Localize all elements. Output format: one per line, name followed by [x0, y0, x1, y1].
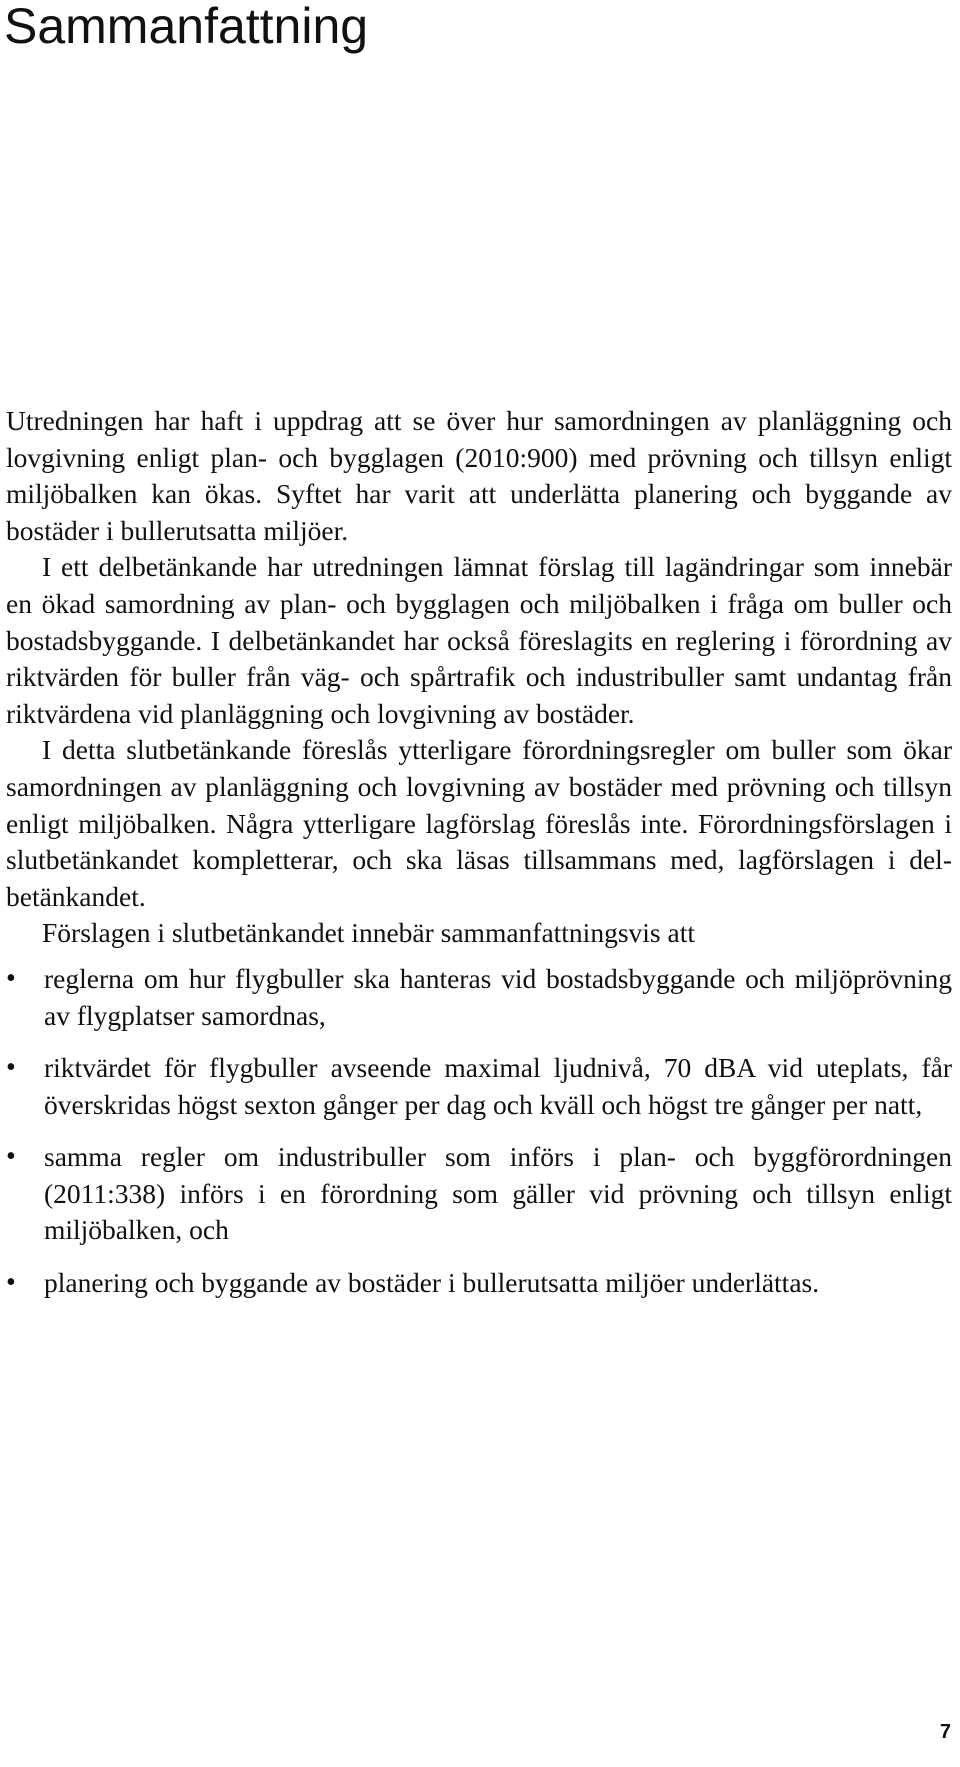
- list-item: [6, 1139, 952, 1249]
- paragraph-proposals-lead: Förslagen i slutbetänkandet innebär sammanfattningsvis att: [42, 917, 695, 949]
- list-item-text: samma regler om industribuller som införs i plan- och byggförordningen (2011:338) införs i en förordning som gäller vid prövning och tillsyn enligt miljöbalken, och: [44, 1141, 952, 1246]
- list-item: [6, 961, 952, 1034]
- list-item-text: reglerna om hur flygbuller ska hanteras vid bostadsbyggande och miljöprövning av flygplatser samordnas,: [44, 962, 952, 1031]
- proposal-list: [6, 961, 952, 1302]
- paragraph-interim-report: I ett delbetänkande har utredningen lämnat förslag till lagändringar som innebär en ökad samordning av plan- och bygglagen och miljöbalken i fråga om buller och bostadsbyggande. I delbetänkandet har också föreslagits en reglering i förordning av riktvärden för buller från väg- och spårtrafik och industribuller samt undantag från riktvärdena vid planläggning och lovgivning av bostäder.: [6, 551, 952, 729]
- paragraph-intro: Utredningen har haft i uppdrag att se över hur samordningen av planläggning och lovgivning enligt plan- och bygglagen (2010:900) med prövning och tillsyn enligt miljöbalken kan ökas. Syftet har varit att underlätta planering och byggande av bostäder i bullerutsatta miljöer.: [6, 405, 952, 546]
- list-item: [6, 1265, 952, 1302]
- bullet-icon: •: [6, 1052, 16, 1084]
- list-item: [6, 1050, 952, 1123]
- list-item-text: planering och byggande av bostäder i bullerutsatta miljöer underlättas.: [44, 1267, 820, 1299]
- bullet-icon: •: [6, 1141, 16, 1173]
- bullet-icon: •: [6, 1267, 16, 1299]
- page-title: Sammanfattning: [4, 0, 369, 54]
- paragraph-final-report: I detta slutbetänkande föreslås ytterligare förordningsregler om buller som ökar samordningen av planläggning och lovgivning av bostäder med prövning och tillsyn enligt miljöbalken. Några ytterligare lagförslag föreslås inte. Förordningsförslagen i slutbetänkandet kompletterar, och ska läsas tillsammans med, lagförslagen i delbetänkandet.: [6, 734, 952, 912]
- summary-body: [6, 403, 952, 1318]
- page-number: 7: [939, 1721, 951, 1743]
- bullet-icon: •: [6, 962, 16, 994]
- list-item-text: riktvärdet för flygbuller avseende maximal ljudnivå, 70 dBA vid uteplats, får överskridas högst sexton gånger per dag och kväll och högst tre gånger per natt,: [44, 1052, 952, 1120]
